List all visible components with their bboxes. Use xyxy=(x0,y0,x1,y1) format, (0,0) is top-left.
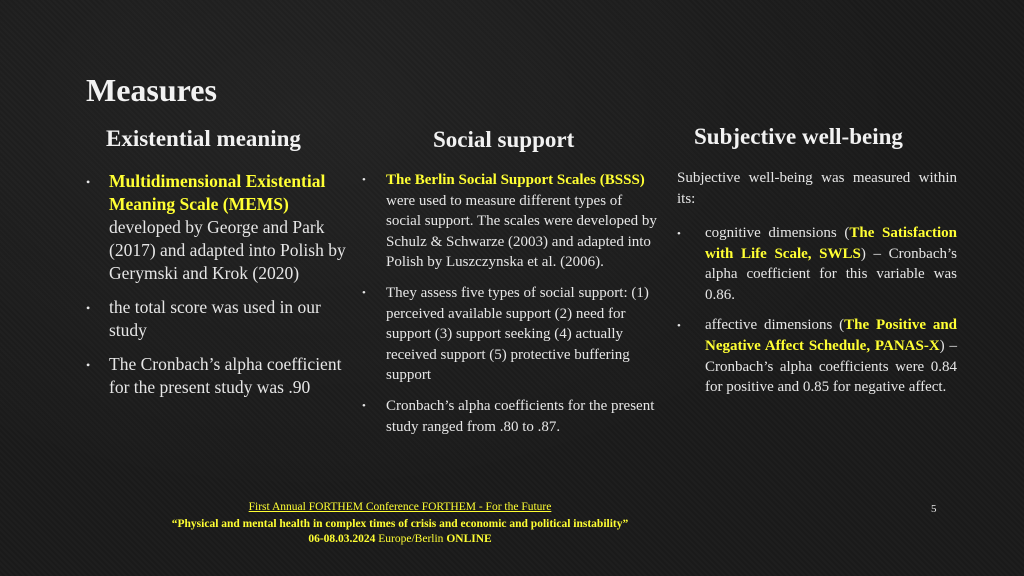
wellbeing-intro: Subjective well-being was measured within its: xyxy=(677,170,957,207)
list-item xyxy=(86,170,348,285)
bullet-icon: • xyxy=(362,399,366,412)
list-item xyxy=(86,296,348,342)
footer-date-line xyxy=(0,533,800,545)
list-item-text: developed by George and Park (2017) and adapted into Polish by Gerymski and Krok (2020) xyxy=(109,217,346,283)
social-support-list xyxy=(362,170,657,447)
bullet-icon: • xyxy=(86,358,91,372)
list-item-text: the total score was used in our study xyxy=(109,297,321,340)
swls-scale-name: The Satisfaction with Life Scale, SWLS xyxy=(705,225,957,262)
bsss-scale-name: The Berlin Social Support Scales (BSSS) xyxy=(386,172,645,188)
bullet-icon: • xyxy=(677,228,681,240)
list-item xyxy=(362,396,657,437)
list-item-prefix: affective dimensions ( xyxy=(705,317,845,334)
footer-date: 06-08.03.2024 xyxy=(308,533,376,545)
subjective-wellbeing-list xyxy=(677,223,957,408)
list-item-text: The Cronbach’s alpha coefficient for the present study was .90 xyxy=(109,354,342,397)
bullet-icon: • xyxy=(677,320,681,333)
list-item-text: ) – Cronbach’s alpha coefficient for this variable was 0.86. xyxy=(705,245,957,303)
conference-link[interactable]: First Annual FORTHEM Conference FORTHEM - For the Future xyxy=(248,501,552,513)
page-number: 5 xyxy=(931,503,937,515)
list-item xyxy=(362,283,657,386)
list-item-text: ) – Cronbach’s alpha coefficients were 0.84 for positive and 0.85 for negative affect. xyxy=(705,337,958,396)
bullet-icon: • xyxy=(86,175,91,189)
footer-location: Europe/Berlin xyxy=(378,533,444,545)
bullet-icon: • xyxy=(86,301,91,315)
existential-meaning-list xyxy=(86,170,348,410)
subjective-wellbeing-heading: Subjective well-being xyxy=(694,124,903,149)
bullet-icon: • xyxy=(362,174,366,186)
panas-scale-name: The Positive and Negative Affect Schedule, PANAS-X xyxy=(705,317,957,354)
list-item-text: were used to measure different types of social support. The scales were developed by Schulz & Schwarze (2003) and adapted into Polish by Luszczynska et al. (2006). xyxy=(386,192,657,271)
existential-meaning-heading: Existential meaning xyxy=(106,126,301,151)
list-item xyxy=(86,353,348,399)
bullet-icon: • xyxy=(362,286,366,299)
list-item xyxy=(677,315,957,397)
mems-scale-name: Multidimensional Existential Meaning Scale (MEMS) xyxy=(109,171,326,214)
slide-title: Measures xyxy=(86,72,217,108)
list-item xyxy=(362,170,657,273)
footer-conference-line xyxy=(0,501,800,513)
social-support-heading: Social support xyxy=(433,127,575,152)
list-item xyxy=(677,223,957,305)
footer-quote: “Physical and mental health in complex times of crisis and economic and political instability” xyxy=(171,518,629,530)
list-item-text: Cronbach’s alpha coefficients for the present study ranged from .80 to .87. xyxy=(386,397,655,435)
list-item-prefix: cognitive dimensions ( xyxy=(705,225,850,241)
list-item-text: They assess five types of social support: (1) perceived available support (2) need for support (3) support seeking (4) actually received support (5) protective buffering support xyxy=(386,284,649,384)
footer-mode: ONLINE xyxy=(446,533,492,545)
